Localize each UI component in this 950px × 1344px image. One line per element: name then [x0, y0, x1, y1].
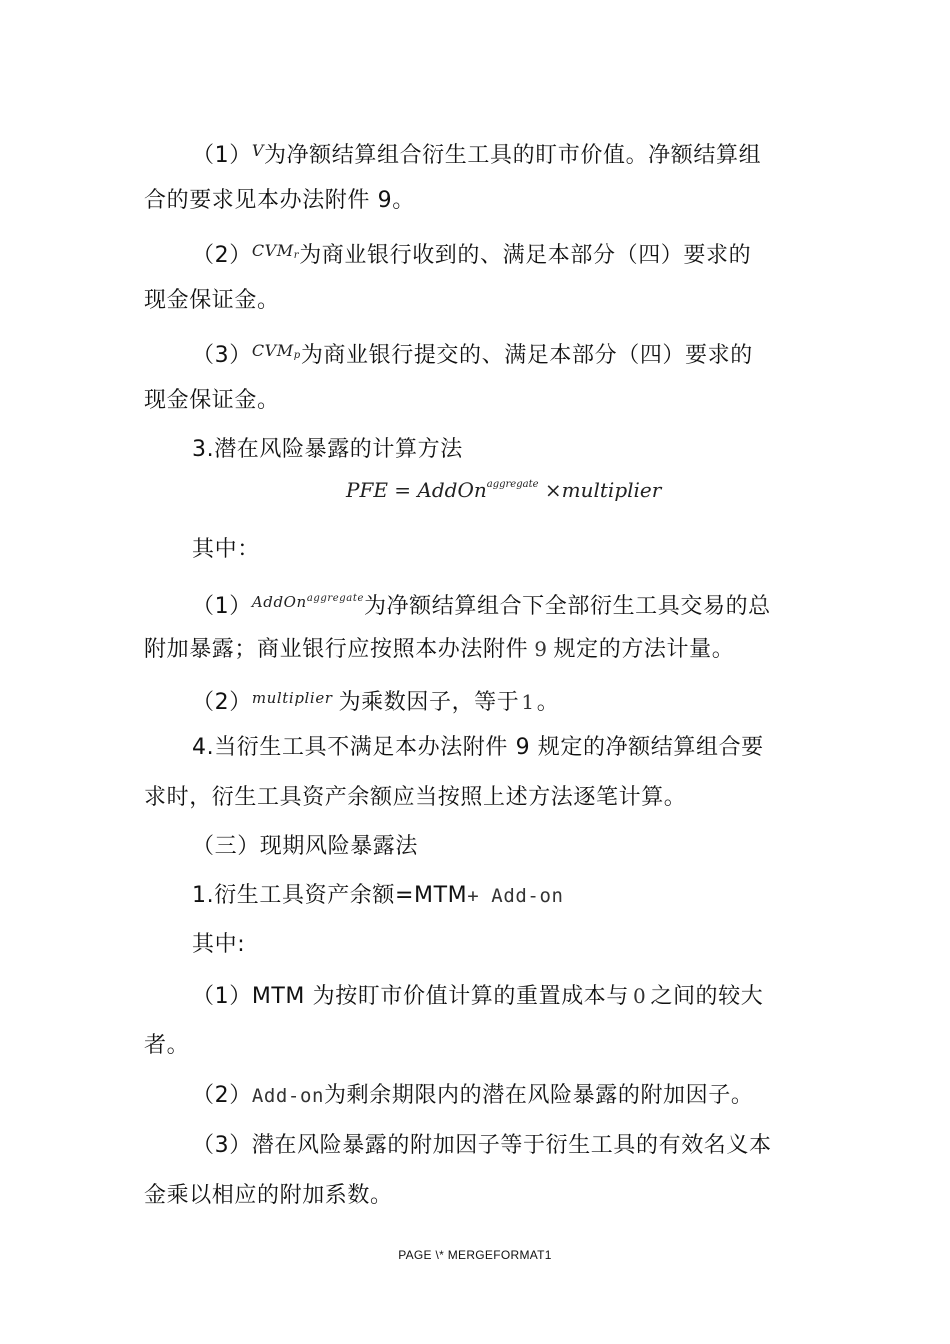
paragraph-line: 金乘以相应的附加系数。: [144, 1183, 393, 1208]
paragraph-text: 为净额结算组合衍生工具的盯市价值。净额结算组: [263, 143, 762, 168]
item-number: （3）: [192, 343, 252, 368]
paragraph-line: [144, 634, 734, 665]
paragraph-addon-factor-def: [192, 1081, 753, 1111]
symbol-addon: [252, 593, 364, 611]
section-heading-pfe: 3.潜在风险暴露的计算方法: [192, 437, 463, 462]
paragraph-mtm-def: [192, 981, 763, 1012]
subscript: r: [293, 250, 300, 261]
paragraph-text: 为商业银行提交的、满足本部分（四）要求的: [300, 343, 753, 368]
paragraph-text: 为剩余期限内的潜在风险暴露的附加因子。: [324, 1083, 754, 1108]
formula-lhs: PFE: [346, 478, 388, 502]
part-heading-cem: （三）现期风险暴露法: [192, 834, 419, 859]
item-number: （2）: [192, 243, 252, 268]
paragraph-line: 者。: [144, 1033, 190, 1058]
formula-addon: AddOn: [417, 478, 487, 502]
cem-formula: [192, 881, 564, 911]
paragraph-text: 现金保证金。: [144, 288, 280, 313]
formula-equals: =: [387, 478, 418, 502]
paragraph-line: [144, 386, 280, 416]
symbol-text: AddOn: [251, 593, 307, 611]
paragraph-text: 附加暴露；商业银行应按照本办法附件: [144, 637, 529, 662]
paragraph-text: 为商业银行收到的、满足本部分（四）要求的: [299, 243, 752, 268]
paragraph-line: [144, 186, 415, 216]
item-number: （1）: [192, 984, 252, 1009]
value-zero: 0: [633, 984, 647, 1008]
item-number: （2）: [192, 690, 252, 715]
superscript: aggregate: [306, 593, 364, 604]
paragraph-multiplier-def: [192, 683, 559, 718]
symbol-multiplier: multiplier: [251, 689, 333, 707]
symbol-cvm-r: [252, 241, 299, 260]
value-one: 1: [521, 690, 535, 714]
item-number: （1）: [192, 594, 252, 619]
paragraph-text: MTM 为按盯市价值计算的重置成本与: [251, 984, 630, 1009]
paragraph-text: 现金保证金。: [144, 388, 280, 413]
item-number: （1）: [192, 143, 252, 168]
subscript: p: [293, 350, 301, 361]
where-label: 其中：: [192, 537, 260, 562]
paragraph-line: [144, 286, 280, 316]
formula-text: 1.衍生工具资产余额=MTM: [192, 883, 468, 908]
paragraph-addon-def: [192, 584, 771, 622]
paragraph-text: 为净额结算组合下全部衍生工具交易的总: [363, 594, 771, 619]
paragraph-text: 之间的较大: [650, 984, 764, 1009]
where-label: 其中:: [192, 932, 246, 957]
paragraph-v-def: [192, 136, 761, 171]
paragraph-cvmp-def: [192, 336, 753, 371]
symbol-v: V: [251, 141, 264, 160]
symbol-text: CVM: [251, 241, 294, 260]
paragraph-text: 规定的方法计量。: [553, 637, 735, 662]
symbol-text: CVM: [251, 341, 294, 360]
item-number: （2）: [192, 1083, 252, 1108]
paragraph-addon-calc: （3）潜在风险暴露的附加因子等于衍生工具的有效名义本: [192, 1133, 772, 1158]
symbol-cvm-p: [252, 341, 301, 360]
page-footer: PAGE \* MERGEFORMAT1: [398, 1248, 552, 1262]
formula-addon: + Add-on: [467, 885, 564, 907]
pfe-formula: [346, 478, 661, 502]
paragraph-text: 为乘数因子，等于: [338, 690, 520, 715]
symbol-add-on: Add-on: [251, 1085, 325, 1107]
paragraph-line: 求时，衍生工具资产余额应当按照上述方法逐笔计算。: [144, 785, 687, 810]
formula-times: ×: [538, 478, 562, 502]
formula-superscript: aggregate: [486, 479, 539, 490]
paragraph-cvmr-def: [192, 236, 751, 271]
paragraph-text: 。: [536, 690, 560, 715]
number-9: 9: [534, 637, 548, 661]
formula-multiplier: multiplier: [561, 478, 662, 502]
paragraph-section4: 4.当衍生工具不满足本办法附件 9 规定的净额结算组合要: [192, 735, 764, 760]
paragraph-text: 合的要求见本办法附件 9。: [144, 188, 415, 213]
